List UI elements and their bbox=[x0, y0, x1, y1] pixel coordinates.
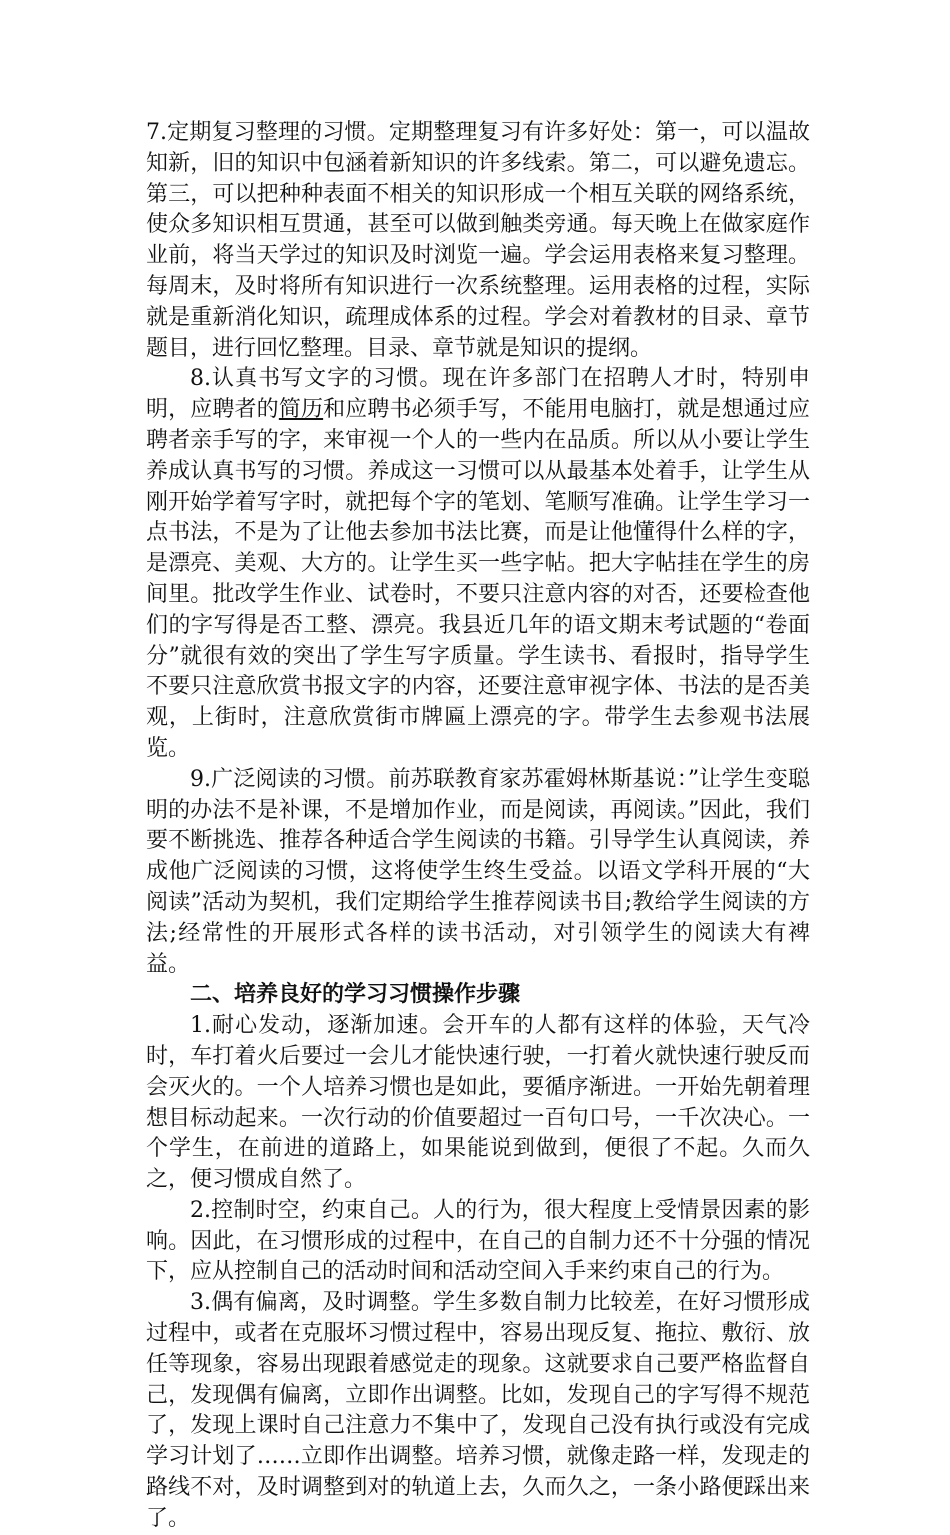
step-paragraph-3: 3.偶有偏离，及时调整。学生多数自制力比较差，在好习惯形成过程中，或者在克服坏习惯过程中，容易出现反复、拖拉、敷衍、放任等现象，容易出现跟着感觉走的现象。这就要求自己要严格监督自己，发现偶有偏离，立即作出调整。比如，发现自己的字写得不规范了，发现上课时自己注意力不集中了，发现自己没有执行或没有完成学习计划了……立即作出调整。培养习惯，就像走路一样，发现走的路线不对，及时调整到对的轨道上去，久而久之，一条小路便踩出来了。 bbox=[146, 1290, 810, 1531]
paragraph-wide-reading bbox=[146, 765, 810, 981]
paragraph-text: 和应聘书必须手写，不能用电脑打，就是想通过应聘者亲手写的字，来审视一个人的一些内在品质。所以从小要让学生养成认真书写的习惯。养成这一习惯可以从最基本处着手，让学生从刚开始学着写字时，就把每个字的笔划、笔顺写准确。让学生学习一点书法，不是为了让他去参加书法比赛，而是让他懂得什么样的字，是漂亮、美观、大方的。让学生买一些字帖。把大字帖挂在学生的房间里。批改学生作业、试卷时，不要只注意内容的对否，还要检查他们的字写得是否工整、漂亮。我县近几年的语文期末考试题的“卷面分”就很有效的突出了学生写字质量。学生读书、看报时，指导学生不要只注意欣赏书报文字的内容，还要注意审视字体、书法的是否美观，上街时，注意欣赏街市牌匾上漂亮的字。带学生去参观书法展览。 bbox=[146, 397, 810, 761]
paragraph-periodic-review bbox=[146, 118, 810, 364]
paragraph-text: 7.定期复习整理的习惯。定期整理复习有许多好处：第一，可以温故知新，旧的知识中包涵着新知识的许多线索。第二，可以避免遗忘。第三，可以把种种表面不相关的知识形成一个相互关联的网络系统，使众多知识相互贯通，甚至可以做到触类旁通。每天晚上在做家庭作业前，将当天学过的知识及时浏览一遍。学会运用表格来复习整理。每周末，及时将所有知识进行一次系统整理。运用表格的过程，实际就是重新消化知识，疏理成体系的过程。学会对着教材的目录、章节题目，进行回忆整理。目录、章节就是知识的提纲。 bbox=[146, 120, 810, 361]
step-paragraph-2: 2.控制时空，约束自己。人的行为，很大程度上受情景因素的影响。因此，在习惯形成的过程中，在自己的自制力还不十分强的情况下，应从控制自己的活动时间和活动空间入手来约束自己的行为。 bbox=[146, 1197, 810, 1285]
paragraph-handwriting bbox=[146, 364, 810, 764]
resume-link[interactable]: 简历 bbox=[278, 397, 324, 423]
paragraph-text: 9.广泛阅读的习惯。前苏联教育家苏霍姆林斯基说：”让学生变聪明的办法不是补课，不是增加作业，而是阅读，再阅读。”因此，我们要不断挑选、推荐各种适合学生阅读的书籍。引导学生认真阅读，养成他广泛阅读的习惯，这将使学生终生受益。以语文学科开展的“大阅读”活动为契机，我们定期给学生推荐阅读书目;教给学生阅读的方法;经常性的开展形式各样的读书活动，对引领学生的阅读大有裨益。 bbox=[146, 766, 810, 977]
paragraph-text: 8.认真书写文字的习惯。现在许多部门在招聘人才时，特别申明，应聘者的 bbox=[146, 366, 810, 423]
document-body bbox=[146, 118, 810, 1535]
step-paragraph-1: 1.耐心发动，逐渐加速。会开车的人都有这样的体验，天气冷时，车打着火后要过一会儿才能快速行驶，一打着火就快速行驶反而会灭火的。一个人培养习惯也是如此，要循序渐进。一开始先朝着理想目标动起来。一次行动的价值要超过一百句口号，一千次决心。一个学生，在前进的道路上，如果能说到做到，便很了不起。久而久之，便习惯成自然了。 bbox=[146, 1013, 810, 1193]
section-heading: 二、培养良好的学习习惯操作步骤 bbox=[190, 982, 521, 1008]
